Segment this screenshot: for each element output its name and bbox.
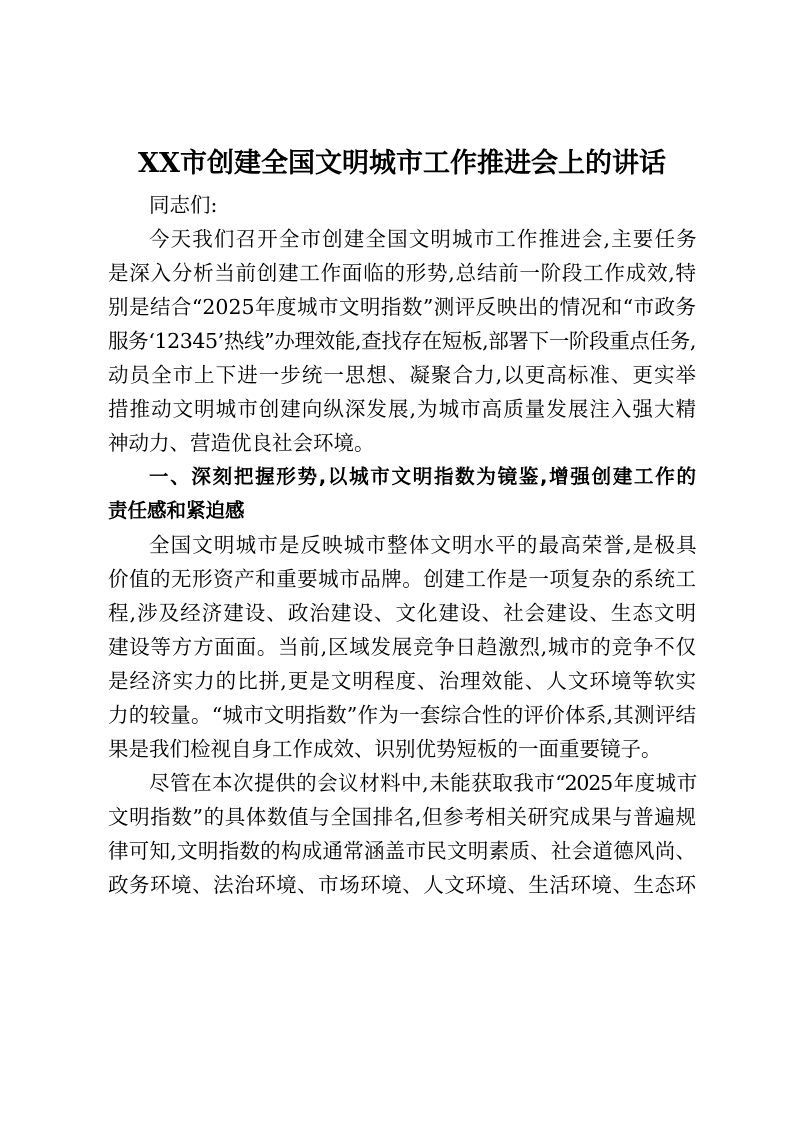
text-line: 文明指数”的具体数值与全国排名,但参考相关研究成果与普遍规 bbox=[108, 805, 696, 829]
text-line: 建设等方方面面。当前,区域发展竞争日趋激烈,城市的竞争不仅 bbox=[108, 635, 696, 659]
text-line: 今天我们召开全市创建全国文明城市工作推进会,主要任务 bbox=[149, 227, 696, 251]
text-line: 动员全市上下进一步统一思想、凝聚合力,以更高标准、更实举 bbox=[108, 363, 696, 387]
document-page bbox=[108, 140, 696, 902]
text-line: 神动力、营造优良社会环境。 bbox=[108, 431, 375, 455]
heading-line: 责任感和紧迫感 bbox=[108, 499, 245, 522]
section-heading-1 bbox=[108, 460, 696, 528]
text-line: 是经济实力的比拼,更是文明程度、治理效能、人文环境等软实 bbox=[108, 669, 696, 693]
text-line: 全国文明城市是反映城市整体文明水平的最高荣誉,是极具 bbox=[149, 533, 696, 557]
text-line: 政务环境、法治环境、市场环境、人文环境、生活环境、生态环 bbox=[108, 873, 696, 897]
text-line: 是深入分析当前创建工作面临的形势,总结前一阶段工作成效,特 bbox=[108, 261, 696, 285]
salutation-text: 同志们: bbox=[149, 193, 218, 217]
text-line: 程,涉及经济建设、政治建设、文化建设、社会建设、生态文明 bbox=[108, 601, 696, 625]
text-line: 服务‘12345’热线”办理效能,查找存在短板,部署下一阶段重点任务, bbox=[108, 329, 696, 353]
text-line: 尽管在本次提供的会议材料中,未能获取我市“2025年度城市 bbox=[149, 771, 696, 795]
section1-paragraph-1 bbox=[108, 528, 696, 766]
text-line: 别是结合“2025年度城市文明指数”测评反映出的情况和“市政务 bbox=[108, 295, 696, 319]
text-line: 价值的无形资产和重要城市品牌。创建工作是一项复杂的系统工 bbox=[108, 567, 696, 591]
text-line: 果是我们检视自身工作成效、识别优势短板的一面重要镜子。 bbox=[108, 737, 662, 761]
text-line: 律可知,文明指数的构成通常涵盖市民文明素质、社会道德风尚、 bbox=[108, 839, 696, 863]
section1-paragraph-2 bbox=[108, 766, 696, 902]
text-line: 措推动文明城市创建向纵深发展,为城市高质量发展注入强大精 bbox=[108, 397, 696, 421]
document-title: XX市创建全国文明城市工作推进会上的讲话 bbox=[138, 148, 666, 179]
salutation bbox=[108, 188, 696, 222]
heading-line: 一、深刻把握形势,以城市文明指数为镜鉴,增强创建工作的 bbox=[149, 465, 696, 488]
intro-paragraph bbox=[108, 222, 696, 460]
text-line: 力的较量。“城市文明指数”作为一套综合性的评价体系,其测评结 bbox=[108, 703, 696, 727]
